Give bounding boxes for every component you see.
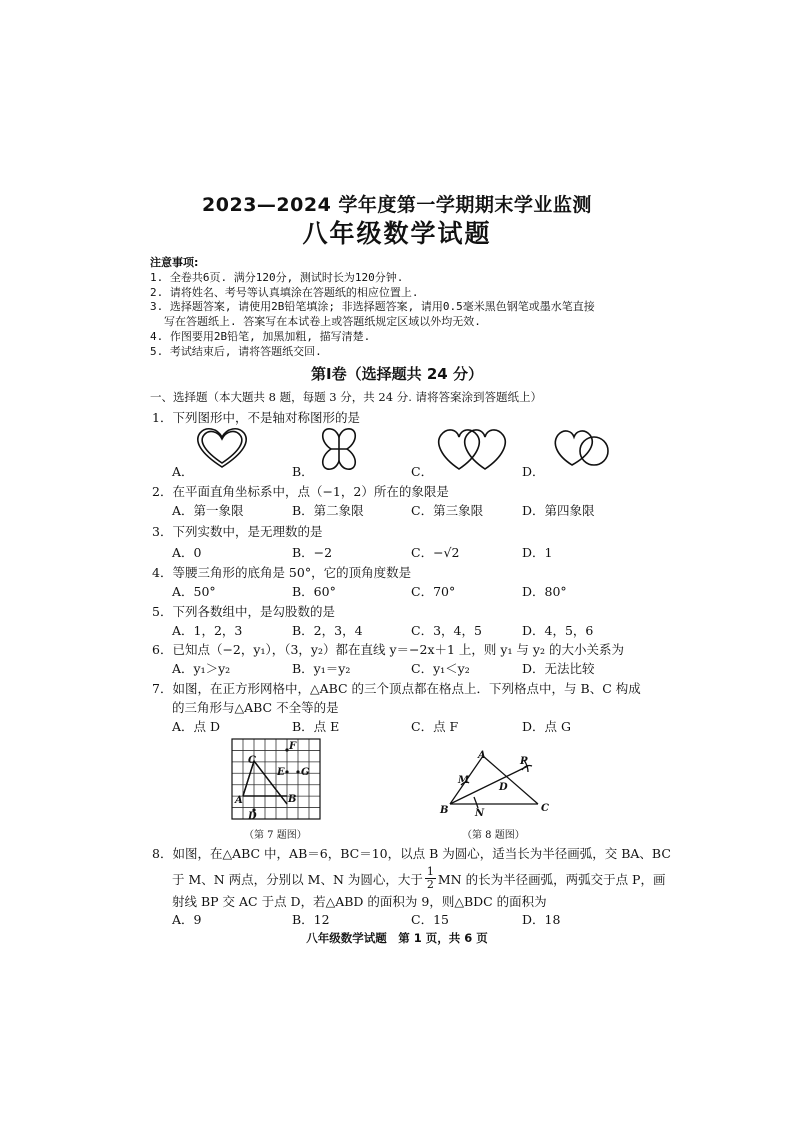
q3-option-c[interactable]: C．−√2 [411, 545, 460, 560]
note-item: 2. 请将姓名、考号等认真填涂在答题纸的相应位置上. [150, 285, 419, 299]
question-6-stem: 6．已知点（−2，y₁），（3，y₂）都在直线 y＝−2x＋1 上，则 y₁ 与 y₂ 的大小关系为 [152, 642, 624, 657]
q6-option-b[interactable]: B．y₁＝y₂ [292, 661, 351, 676]
question-3-stem: 3．下列实数中，是无理数的是 [152, 524, 323, 539]
notes-block [150, 256, 595, 360]
q4-option-b[interactable]: B．60° [292, 584, 336, 599]
note-item: 1. 全卷共6页. 满分120分, 测试时长为120分钟. [150, 270, 404, 284]
q8-option-a[interactable]: A．9 [172, 912, 202, 927]
question-8-line-1: 8．如图，在△ABC 中，AB＝6，BC＝10，以点 B 为圆心，适当长为半径画弧，交 BA、BC [152, 846, 671, 861]
q4-option-a[interactable]: A．50° [172, 584, 216, 599]
question-7-stem-line-1: 7．如图，在正方形网格中，△ABC 的三个顶点都在格点上．下列格点中，与 B、C 构成 [152, 681, 641, 696]
fig7-label-b: B [288, 794, 297, 805]
double-heart-figure-c [439, 430, 506, 469]
q8-line-2-start: 于 M、N 两点，分别以 M、N 为圆心，大于 [172, 871, 423, 887]
q3-option-a[interactable]: A．0 [172, 545, 202, 560]
fig7-label-e: E [277, 767, 285, 778]
q1-option-a[interactable]: A． [172, 464, 194, 479]
figure-7-grid [230, 737, 325, 825]
fig7-label-a: A [235, 795, 243, 806]
q2-option-a[interactable]: A．第一象限 [172, 503, 244, 518]
q7-option-c[interactable]: C．点 F [411, 719, 459, 734]
question-7-stem-line-2: 的三角形与△ABC 不全等的是 [172, 700, 339, 715]
q4-option-c[interactable]: C．70° [411, 584, 456, 599]
question-1-stem: 1．下列图形中，不是轴对称图形的是 [152, 410, 360, 425]
q6-option-d[interactable]: D．无法比较 [522, 661, 595, 676]
exam-subject-title: 八年级数学试题 [302, 219, 492, 248]
exam-period-title: 2023—2024 学年度第一学期期末学业监测 [202, 194, 592, 216]
fraction-denominator: 2 [426, 878, 434, 891]
note-item: 4. 作图要用2B铅笔, 加黑加粗, 描写清楚. [150, 329, 371, 343]
heart-circle-figure-d [555, 431, 608, 465]
fig8-label-n: N [475, 808, 485, 819]
q8-option-c[interactable]: C．15 [411, 912, 449, 927]
q1-option-c[interactable]: C． [411, 464, 434, 479]
q4-option-d[interactable]: D．80° [522, 584, 567, 599]
q6-option-c[interactable]: C．y₁＜y₂ [411, 661, 470, 676]
note-item: 5. 考试结束后, 请将答题纸交回. [150, 344, 322, 358]
question-5-stem: 5．下列各数组中，是勾股数的是 [152, 604, 335, 619]
q2-option-d[interactable]: D．第四象限 [522, 503, 595, 518]
q3-option-d[interactable]: D．1 [522, 545, 553, 560]
fig7-label-c: C [248, 755, 256, 766]
question-4-stem: 4．等腰三角形的底角是 50°，它的顶角度数是 [152, 565, 412, 580]
q8-line-2-end: MN 的长为半径画弧，两弧交于点 P，画 [437, 871, 666, 887]
q5-option-a[interactable]: A．1，2，3 [172, 623, 243, 638]
q6-option-a[interactable]: A．y₁＞y₂ [172, 661, 231, 676]
q8-option-b[interactable]: B．12 [292, 912, 330, 927]
q5-option-b[interactable]: B．2，3，4 [292, 623, 363, 638]
section-title: 第Ⅰ卷（选择题共 24 分） [311, 365, 483, 383]
q2-option-c[interactable]: C．第三象限 [411, 503, 484, 518]
heart-knot-figure-b [323, 429, 356, 469]
heart-outline-figure-a [198, 429, 246, 467]
q1-option-b[interactable]: B． [292, 464, 314, 479]
q7-option-b[interactable]: B．点 E [292, 719, 340, 734]
q5-option-c[interactable]: C．3，4，5 [411, 623, 482, 638]
q2-option-b[interactable]: B．第二象限 [292, 503, 364, 518]
fig8-label-d: D [499, 782, 508, 793]
page-footer: 八年级数学试题 第 1 页，共 6 页 [306, 931, 488, 945]
figure-8-caption: （第 8 题图） [462, 830, 525, 841]
q8-option-d[interactable]: D．18 [522, 912, 561, 927]
notes-heading: 注意事项: [150, 256, 199, 269]
note-item: 3. 选择题答案, 请使用2B铅笔填涂; 非选择题答案, 请用0.5毫米黑色钢笔或墨水笔直接 [150, 300, 595, 314]
fraction-one-half [425, 866, 436, 891]
question-8-line-2 [172, 866, 665, 891]
fig8-label-b: B [440, 805, 449, 816]
figure-7-caption: （第 7 题图） [244, 830, 307, 841]
figure-8-triangle [436, 750, 561, 822]
q5-option-d[interactable]: D．4，5，6 [522, 623, 594, 638]
note-item: 写在答题纸上. 答案写在本试卷上或答题纸规定区域以外均无效. [164, 315, 481, 329]
fig7-label-f: F [289, 741, 297, 752]
fig8-label-a: A [478, 750, 486, 761]
fig8-label-m: M [458, 775, 470, 786]
section-intro: 一、选择题（本大题共 8 题，每题 3 分，共 24 分. 请将答案涂到答题纸上） [150, 390, 543, 404]
q3-option-b[interactable]: B．−2 [292, 545, 333, 560]
q1-option-d[interactable]: D． [522, 464, 545, 479]
fig7-label-g: G [301, 767, 310, 778]
fraction-numerator: 1 [426, 865, 434, 878]
q7-option-a[interactable]: A．点 D [172, 719, 221, 734]
fig7-label-d: D [248, 811, 257, 822]
fig8-label-c: C [541, 803, 549, 814]
fig8-label-p: P [520, 756, 528, 767]
q7-option-d[interactable]: D．点 G [522, 719, 571, 734]
question-8-line-3: 射线 BP 交 AC 于点 D，若△ABD 的面积为 9，则△BDC 的面积为 [172, 894, 547, 909]
question-2-stem: 2．在平面直角坐标系中，点（−1，2）所在的象限是 [152, 484, 449, 499]
